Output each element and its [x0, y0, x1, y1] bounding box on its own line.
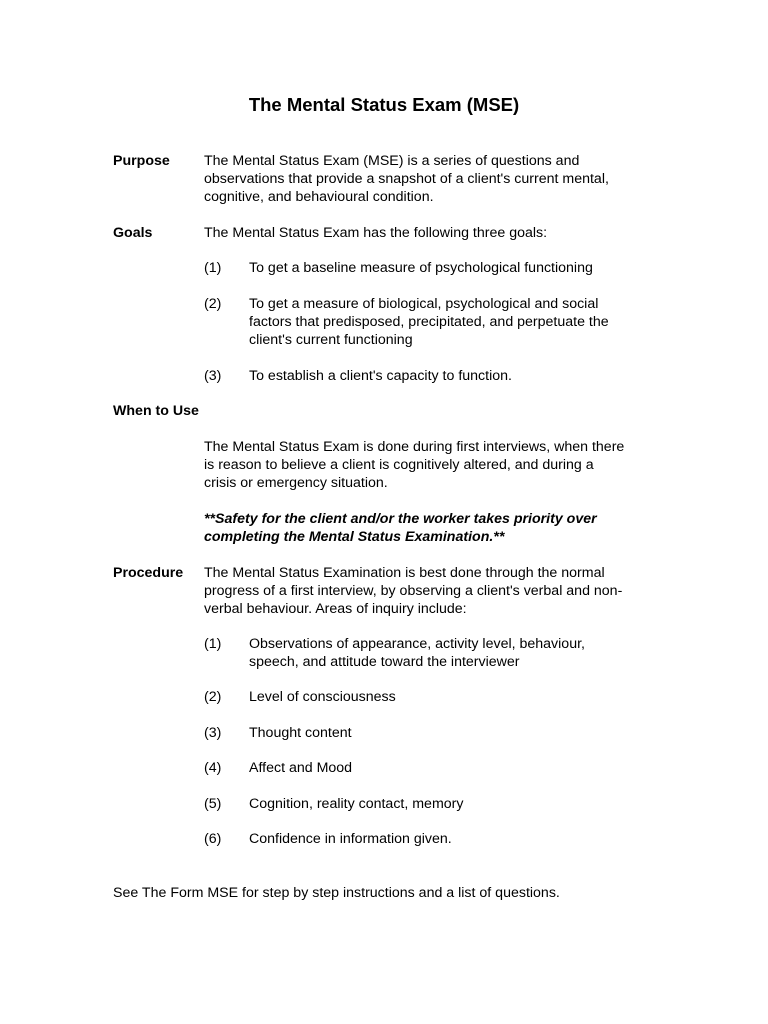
procedure-item	[249, 689, 669, 707]
page-title: The Mental Status Exam (MSE)	[248, 94, 520, 115]
procedure-item	[249, 831, 669, 849]
when-to-use-label: When to Use	[113, 403, 199, 419]
procedure-item-line: Observations of appearance, activity level, behaviour,	[249, 636, 585, 652]
goal-item-line: factors that predisposed, precipitated, and perpetuate the	[249, 313, 609, 330]
procedure-number: (4)	[204, 760, 222, 776]
when-to-use-line: crisis or emergency situation.	[204, 474, 388, 491]
procedure-item-line: Thought content	[249, 725, 352, 741]
procedure-line: progress of a first interview, by observing a client's verbal and non-	[204, 582, 623, 599]
purpose-line: observations that provide a snapshot of a client's current mental,	[204, 170, 609, 187]
procedure-item-line: speech, and attitude toward the interviewer	[249, 653, 520, 670]
when-to-use-line: is reason to believe a client is cognitively altered, and during a	[204, 456, 594, 473]
goal-item	[249, 368, 669, 386]
procedure-item-line: Level of consciousness	[249, 689, 396, 705]
procedure-item	[249, 725, 669, 743]
procedure-text	[204, 565, 664, 618]
purpose-label: Purpose	[113, 153, 170, 169]
safety-note	[204, 511, 664, 547]
purpose-line: The Mental Status Exam (MSE) is a series of questions and	[204, 153, 580, 169]
procedure-item-line: Confidence in information given.	[249, 831, 452, 847]
when-to-use-line: The Mental Status Exam is done during first interviews, when there	[204, 439, 625, 455]
procedure-label: Procedure	[113, 565, 184, 581]
safety-note-line: **Safety for the client and/or the worker takes priority over	[204, 511, 597, 527]
procedure-item	[249, 760, 669, 778]
procedure-item-line: Cognition, reality contact, memory	[249, 796, 464, 812]
goals-label: Goals	[113, 225, 153, 241]
goal-item	[249, 260, 669, 278]
purpose-line: cognitive, and behavioural condition.	[204, 188, 434, 205]
goal-item-line: To get a baseline measure of psychological functioning	[249, 260, 593, 276]
goal-item	[249, 296, 669, 349]
goal-item-line: client's current functioning	[249, 331, 413, 348]
when-to-use-text	[204, 439, 664, 492]
purpose-text	[204, 153, 664, 206]
footer-note: See The Form MSE for step by step instructions and a list of questions.	[113, 885, 560, 901]
procedure-number: (3)	[204, 725, 222, 741]
procedure-line: verbal behaviour. Areas of inquiry include:	[204, 600, 467, 617]
goal-item-line: To establish a client's capacity to function.	[249, 368, 512, 384]
procedure-number: (1)	[204, 636, 222, 652]
procedure-line: The Mental Status Examination is best done through the normal	[204, 565, 605, 581]
procedure-number: (2)	[204, 689, 222, 705]
goal-number: (1)	[204, 260, 222, 276]
goal-number: (2)	[204, 296, 222, 312]
procedure-number: (6)	[204, 831, 222, 847]
procedure-item	[249, 796, 669, 814]
goal-number: (3)	[204, 368, 222, 384]
goal-item-line: To get a measure of biological, psychological and social	[249, 296, 599, 312]
procedure-item-line: Affect and Mood	[249, 760, 353, 776]
procedure-number: (5)	[204, 796, 222, 812]
procedure-item	[249, 636, 669, 672]
safety-note-line: completing the Mental Status Examination.**	[204, 528, 505, 545]
goals-intro: The Mental Status Exam has the following three goals:	[204, 225, 548, 241]
